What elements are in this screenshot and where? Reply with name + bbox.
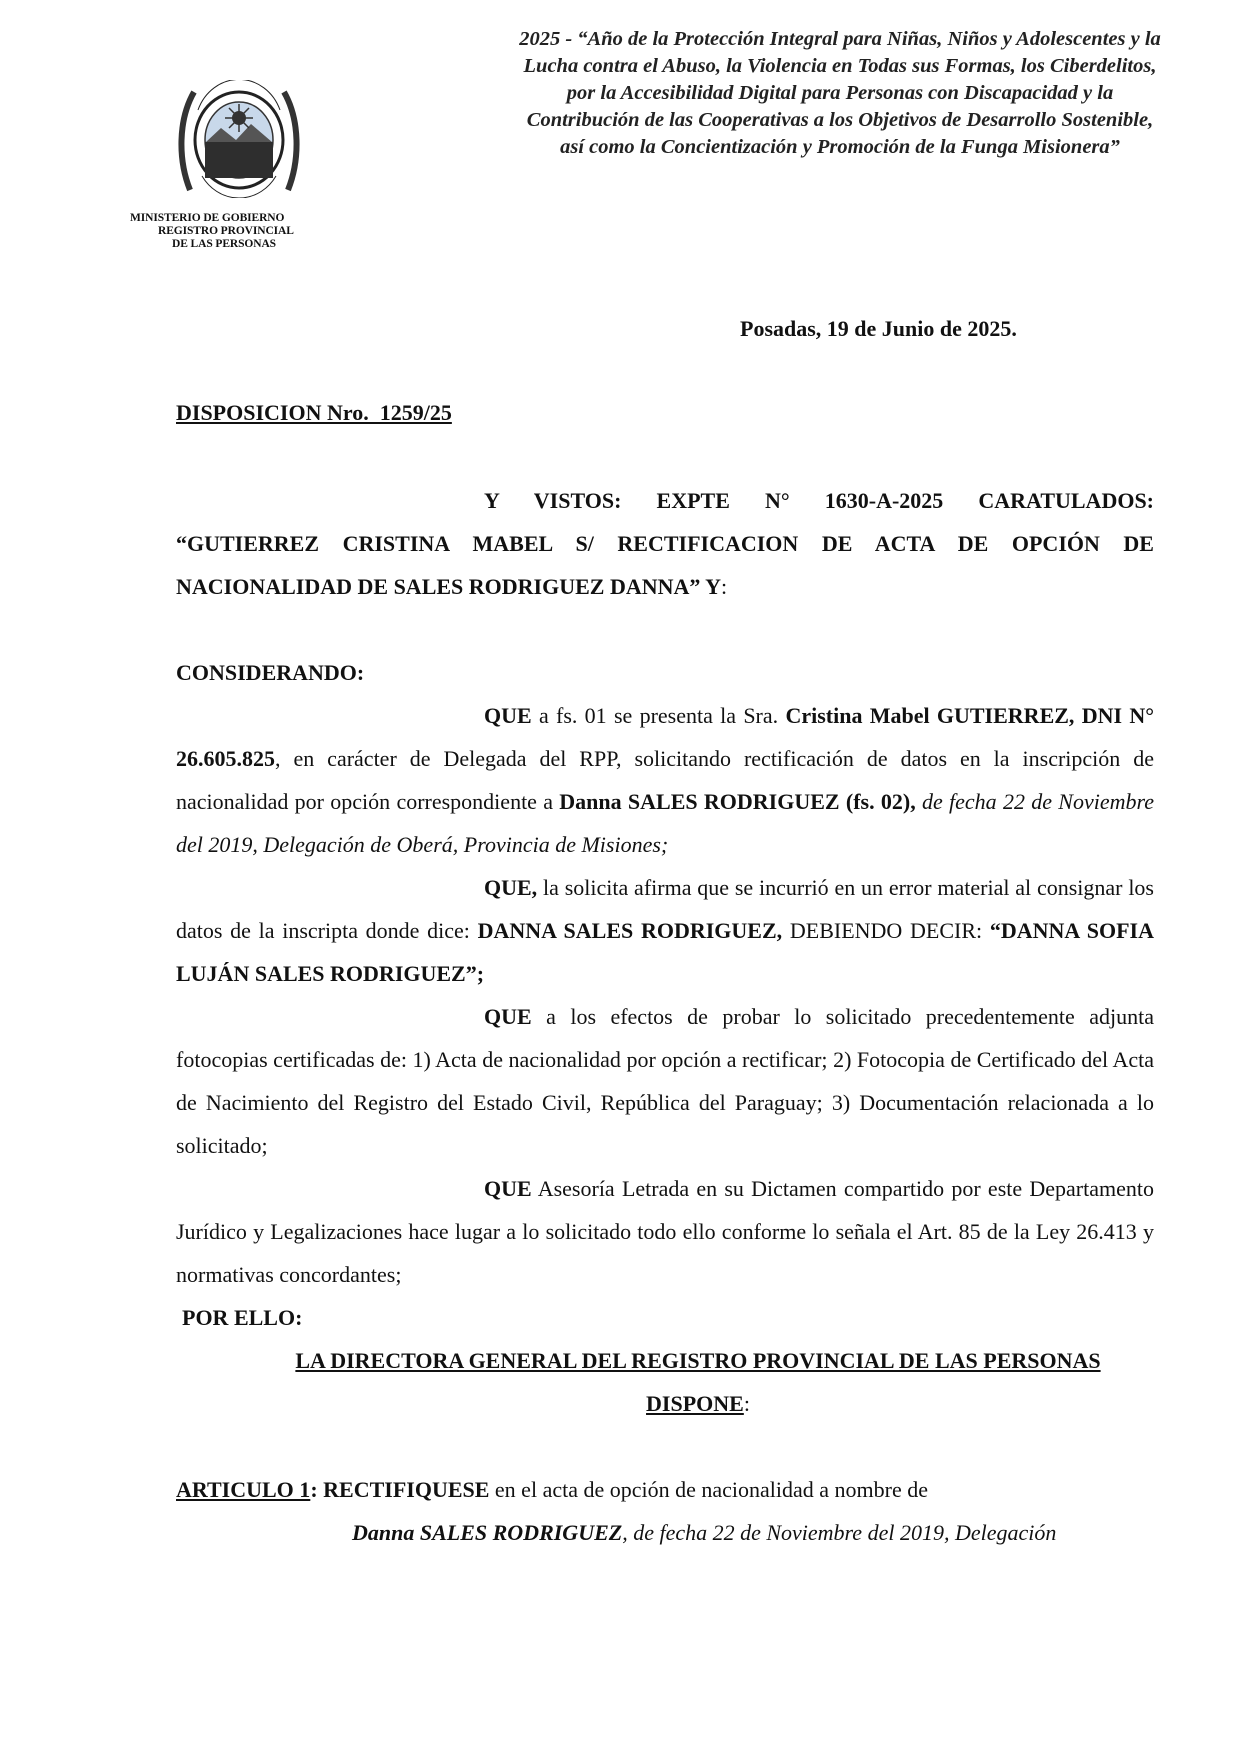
dispone-heading: DISPONE — [646, 1391, 744, 1416]
que-lead: QUE, — [484, 875, 538, 900]
que-paragraph-2 — [176, 866, 1154, 995]
wrong-name: DANNA SALES RODRIGUEZ, — [477, 918, 783, 943]
disposition-number: DISPOSICION Nro. 1259/25 — [176, 400, 452, 425]
applicant-name: Cristina Mabel GUTIERREZ, DNI N° 26.605.825 — [176, 703, 1154, 771]
articulo-1-continuation — [176, 1511, 1154, 1554]
vistos-text: Y VISTOS: EXPTE N° 1630-A-2025 CARATULADOS: “GUTIERREZ CRISTINA MABEL S/ RECTIFICACION DE ACTA DE OPCIÓN DE NACIONALIDAD DE SALES RODRIGUEZ DANNA” Y — [176, 488, 1154, 599]
que-text: DEBIENDO DECIR: — [782, 918, 990, 943]
que-text: a los efectos de probar lo solicitado precedentemente adjunta fotocopias certificadas de: 1) Acta de nacionalidad por opción a rectificar; 2) Fotocopia de Certificado del Acta de Nacimiento del Registro del Estado Civil, República del Paraguay; 3) Documentación relacionada a lo solicitado; — [176, 1004, 1154, 1158]
articulo-name: Danna SALES RODRIGUEZ — [352, 1520, 623, 1545]
motto-line: así como la Concientización y Promoción de la Funga Misionera” — [560, 136, 1120, 158]
considerando-heading: CONSIDERANDO: — [176, 660, 365, 685]
que-paragraph-1 — [176, 694, 1154, 866]
ministry-header — [130, 212, 360, 251]
que-lead: QUE — [484, 703, 532, 728]
province-seal-icon — [176, 80, 302, 198]
articulo-verb: RECTIFIQUESE — [317, 1477, 490, 1502]
subject-name: Danna SALES RODRIGUEZ (fs. 02), — [559, 789, 916, 814]
motto-line: Contribución de las Cooperativas a los Objetivos de Desarrollo Sostenible, — [526, 109, 1154, 131]
por-ello-heading: POR ELLO: — [182, 1305, 303, 1330]
ministry-line: REGISTRO PROVINCIAL — [158, 225, 294, 237]
motto-line: Lucha contra el Abuso, la Violencia en Todas sus Formas, los Ciberdelitos, — [523, 55, 1157, 77]
vistos-colon: : — [720, 574, 728, 599]
document-date: Posadas, 19 de Junio de 2025. — [740, 316, 1017, 341]
dispone-line — [176, 1382, 1154, 1425]
que-text: Asesoría Letrada en su Dictamen compartido por este Departamento Jurídico y Legalizaciones hace lugar a lo solicitado todo ello conforme lo señala el Art. 85 de la Ley 26.413 y normativas concordantes; — [176, 1176, 1154, 1287]
articulo-text: en el acta de opción de nacionalidad a nombre de — [489, 1477, 929, 1502]
articulo-1 — [176, 1468, 1154, 1511]
ministry-line: DE LAS PERSONAS — [172, 238, 276, 250]
que-paragraph-4 — [176, 1167, 1154, 1296]
articulo-colon: : — [310, 1477, 318, 1502]
motto-line: 2025 - “Año de la Protección Integral para Niñas, Niños y Adolescentes y la — [519, 28, 1161, 50]
correct-name: “DANNA SOFIA LUJÁN SALES RODRIGUEZ”; — [176, 918, 1154, 986]
motto-line: por la Accesibilidad Digital para Personas con Discapacidad y la — [566, 82, 1114, 104]
articulo-rest: , de fecha 22 de Noviembre del 2019, Delegación — [622, 1520, 1057, 1545]
que-lead: QUE — [484, 1176, 532, 1201]
year-motto — [470, 26, 1210, 161]
vistos-paragraph — [176, 479, 1154, 608]
que-text: , en carácter de Delegada del RPP, solicitando rectificación de datos en la inscripción de nacionalidad por opción correspondiente a — [176, 746, 1154, 814]
que-text: a fs. 01 se presenta la Sra. — [531, 703, 786, 728]
dispone-colon: : — [743, 1391, 750, 1416]
ministry-line: MINISTERIO DE GOBIERNO — [130, 212, 285, 224]
que-italic: de fecha 22 de Noviembre del 2019, Delegación de Oberá, Provincia de Misiones; — [176, 789, 1154, 857]
que-text: la solicita afirma que se incurrió en un error material al consignar los datos de la inscripta donde dice: — [176, 875, 1154, 943]
document-body — [176, 479, 1154, 1554]
que-paragraph-3 — [176, 995, 1154, 1167]
directora-heading: LA DIRECTORA GENERAL DEL REGISTRO PROVINCIAL DE LAS PERSONAS — [295, 1348, 1101, 1373]
que-lead: QUE — [484, 1004, 532, 1029]
articulo-label: ARTICULO 1 — [176, 1477, 311, 1502]
